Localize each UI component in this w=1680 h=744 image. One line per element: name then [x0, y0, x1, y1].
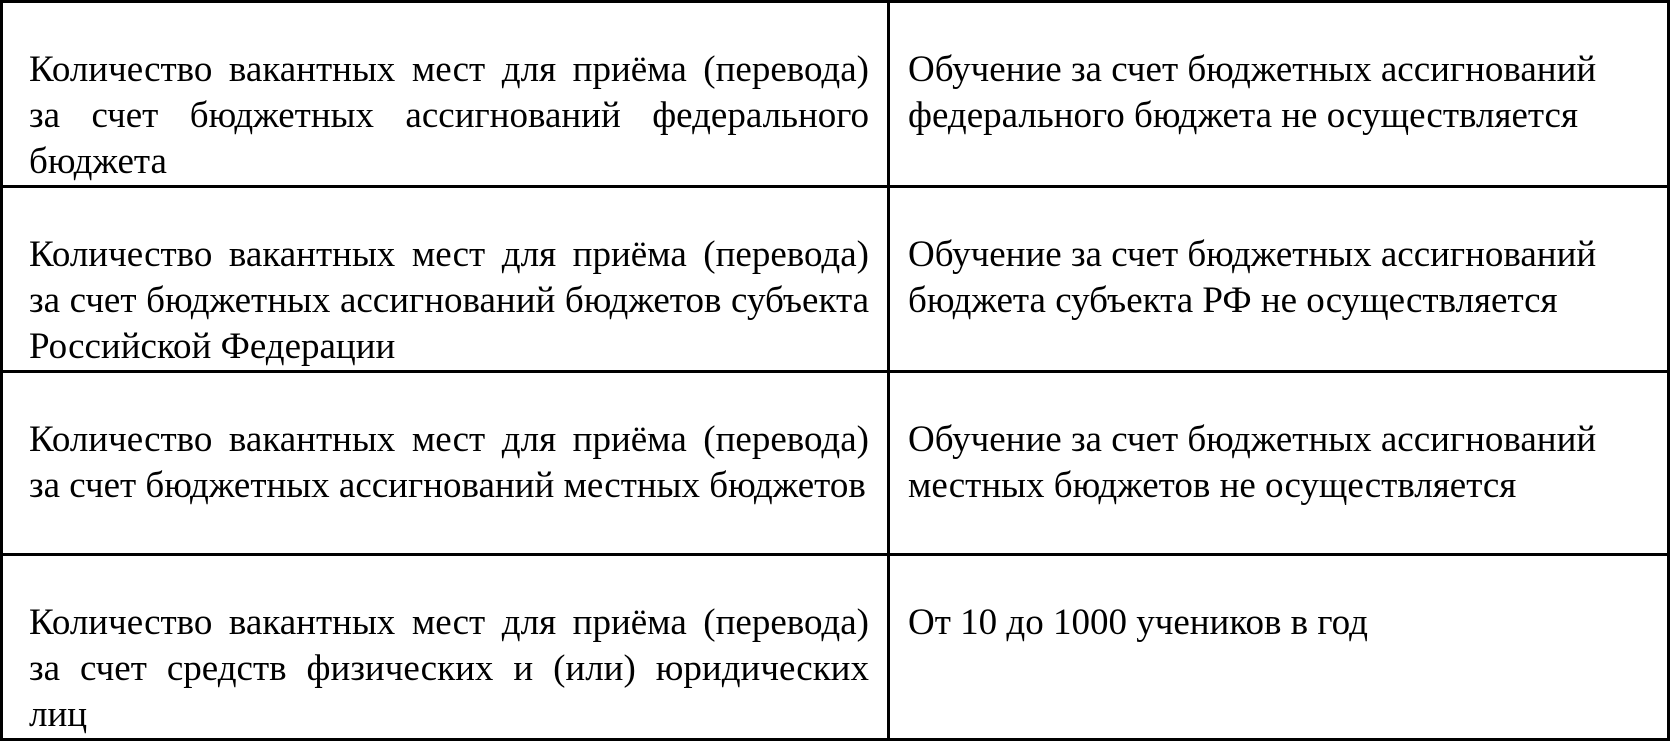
row-label-paid-places: Количество вакантных мест для приёма (перевода) за счет средств физических и (или) юридических лиц [2, 555, 889, 740]
table-row [2, 187, 1669, 372]
row-label-local-budget: Количество вакантных мест для приёма (перевода) за счет бюджетных ассигнований местных бюджетов [2, 372, 889, 555]
table-row [2, 2, 1669, 187]
row-value-paid-places: От 10 до 1000 учеников в год [889, 555, 1669, 740]
table-row [2, 372, 1669, 555]
row-value-federal-budget: Обучение за счет бюджетных ассигнований федерального бюджета не осуществляется [889, 2, 1669, 187]
table-row [2, 555, 1669, 740]
row-label-federal-budget: Количество вакантных мест для приёма (перевода) за счет бюджетных ассигнований федерального бюджета [2, 2, 889, 187]
row-label-regional-budget: Количество вакантных мест для приёма (перевода) за счет бюджетных ассигнований бюджетов субъекта Российской Федерации [2, 187, 889, 372]
row-value-local-budget: Обучение за счет бюджетных ассигнований местных бюджетов не осуществляется [889, 372, 1669, 555]
row-value-regional-budget: Обучение за счет бюджетных ассигнований бюджета субъекта РФ не осуществляется [889, 187, 1669, 372]
